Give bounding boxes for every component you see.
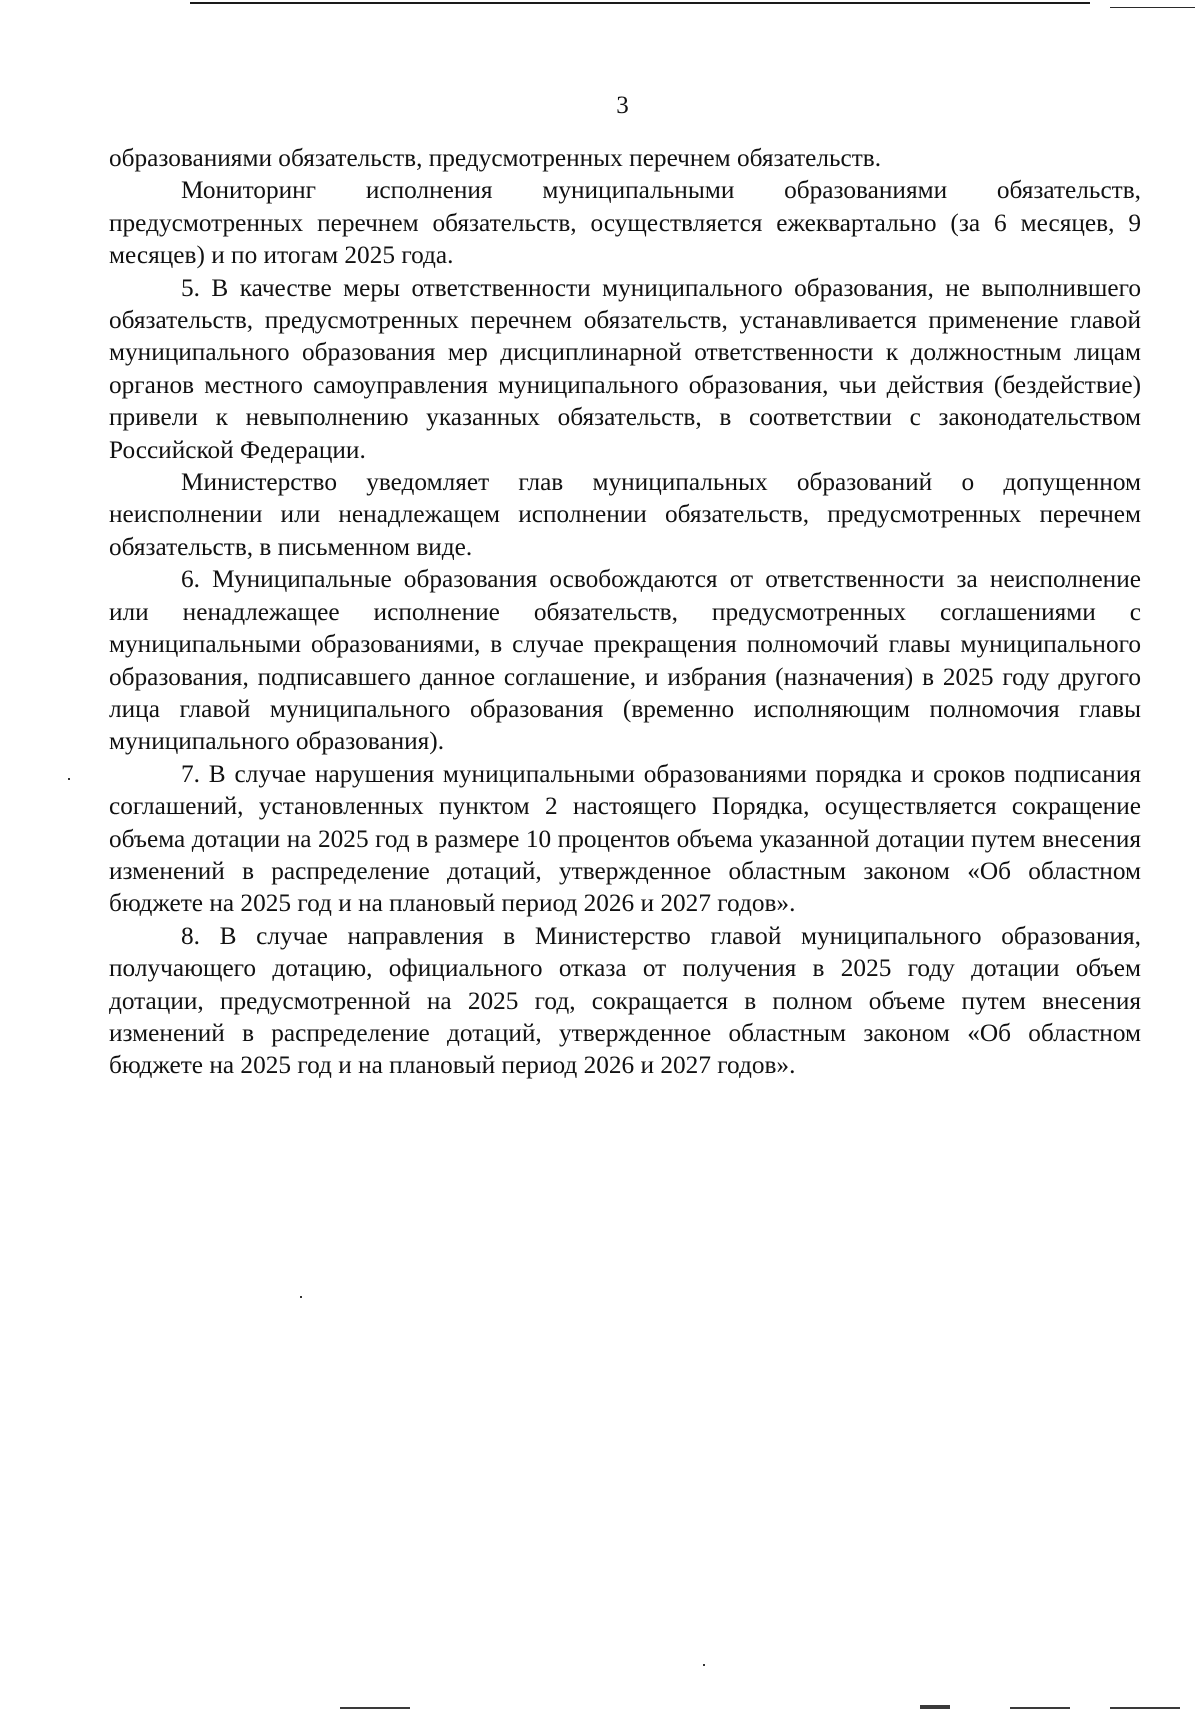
scan-edge-line-top [190, 2, 1090, 4]
scan-speck-left [68, 778, 70, 780]
paragraph-item-8: 8. В случае направления в Министерство главой муниципального образования, получающего дотацию, официального отказа от получения в 2025 году дотации объем дотации, предусмотренной на 2025 год, сокращается в полном объеме путем внесения изменений в распределение дотаций, утвержденное областным законом «Об областном бюджете на 2025 год и на плановый период 2026 и 2027 годов». [109, 921, 1141, 1080]
paragraph-monitoring: Мониторинг исполнения муниципальными образованиями обязательств, предусмотренных перечнем обязательств, осуществляется ежеквартально (за 6 месяцев, 9 месяцев) и по итогам 2025 года. [109, 176, 1141, 270]
paragraph-continuation: образованиями обязательств, предусмотренных перечнем обязательств. [109, 144, 882, 172]
scan-speck-bottom [703, 1664, 705, 1666]
paragraph-item-7: 7. В случае нарушения муниципальными образованиями порядка и сроков подписания соглашений, установленных пунктом 2 настоящего Порядка, осуществляется сокращение объема дотации на 2025 год в размере 10 процентов объема указанной дотации путем внесения изменений в распределение дотаций, утвержденное областным законом «Об областном бюджете на 2025 год и на плановый период 2026 и 2027 годов». [109, 759, 1141, 918]
scan-speck-mid [300, 1296, 302, 1298]
scan-edge-line-bottom-2 [920, 1705, 950, 1709]
paragraph-item-5: 5. В качестве меры ответственности муниципального образования, не выполнившего обязательств, предусмотренных перечнем обязательств, устанавливается применение главой муниципального образования мер дисциплинарной ответственности к должностным лицам органов местного самоуправления муниципального образования, чьи действия (бездействие) привели к невыполнению указанных обязательств, в соответствии с законодательством Российской Федерации. [109, 273, 1141, 464]
scan-edge-line-bottom-4 [1110, 1707, 1180, 1709]
scan-edge-line-bottom-3 [1010, 1707, 1070, 1709]
paragraph-item-6: 6. Муниципальные образования освобождаются от ответственности за неисполнение или ненадлежащее исполнение обязательств, предусмотренных соглашениями с муниципальными образованиями, в случае прекращения полномочий главы муниципального образования, подписавшего данное соглашение, и избрания (назначения) в 2025 году другого лица главой муниципального образования (временно исполняющим полномочия главы муниципального образования). [109, 565, 1141, 756]
page-number: 3 [616, 92, 629, 119]
paragraph-ministry-notice: Министерство уведомляет глав муниципальных образований о допущенном неисполнении или ненадлежащем исполнении обязательств, предусмотренных перечнем обязательств, в письменном виде. [109, 468, 1141, 561]
document-body [109, 142, 1141, 1082]
scan-edge-line-top-right [1110, 7, 1195, 8]
scan-edge-line-bottom-1 [340, 1707, 410, 1709]
